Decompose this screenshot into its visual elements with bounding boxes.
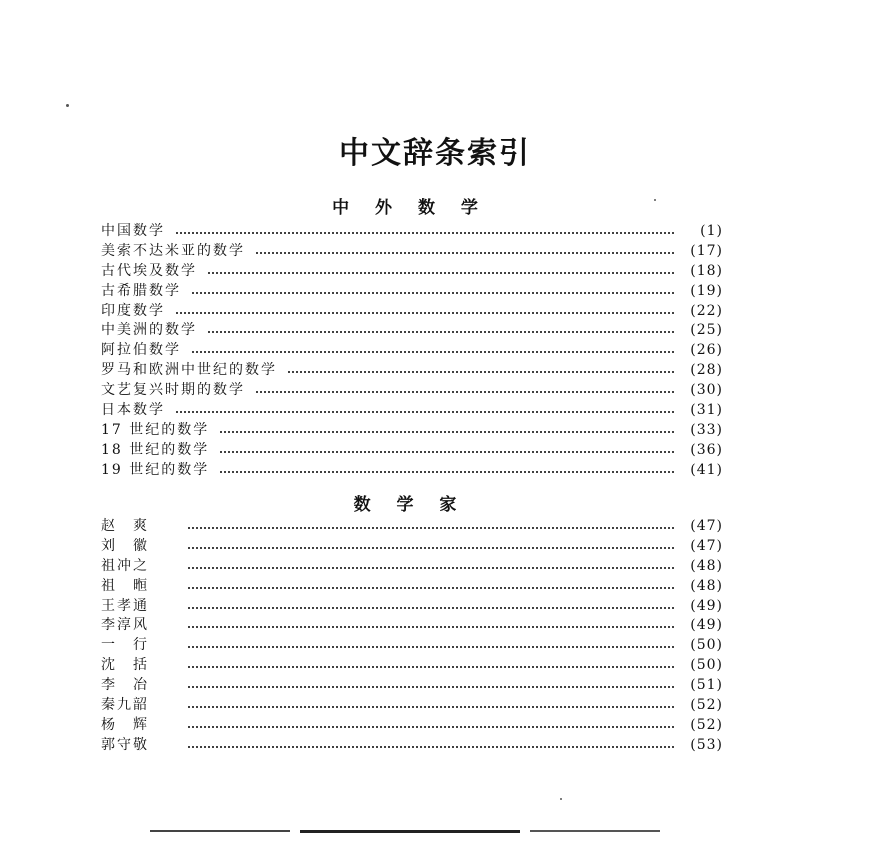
index-entry (101, 381, 723, 401)
index-entry (101, 636, 723, 656)
entry-label: 古希腊数学 (101, 282, 181, 299)
leader-dots (175, 411, 675, 413)
entry-label: 古代埃及数学 (101, 262, 197, 279)
index-entry (101, 616, 723, 636)
entry-page: (22) (690, 302, 723, 319)
scan-edge-mark (530, 830, 660, 832)
entry-page: (52) (690, 716, 723, 733)
entry-label: 中国数学 (101, 223, 165, 239)
entry-page: (28) (690, 362, 723, 379)
scan-speck (66, 104, 69, 107)
entry-page: (50) (690, 637, 723, 654)
entry-label: 印度数学 (101, 302, 165, 319)
index-entry (101, 716, 723, 736)
entry-label: 李淳风 (101, 617, 149, 634)
entry-label: 祖 暅 (101, 577, 149, 594)
leader-dots (255, 252, 675, 254)
entry-page: (48) (690, 577, 723, 594)
entry-label: 17 世纪的数学 (101, 421, 210, 438)
index-entry (101, 461, 723, 481)
index-entry (101, 736, 723, 756)
leader-dots (187, 686, 675, 688)
entry-page: (18) (690, 262, 723, 279)
index-entry (101, 557, 723, 577)
entry-page: (19) (690, 282, 723, 299)
index-entry (101, 302, 723, 322)
entry-page: (33) (690, 421, 723, 438)
entry-label: 刘 徽 (101, 537, 149, 554)
entry-page: (51) (690, 677, 723, 694)
section-heading-world-math: 中 外 数 学 (332, 198, 488, 218)
entry-page: (48) (690, 557, 723, 574)
entry-label: 秦九韶 (101, 697, 149, 714)
entry-label: 中美洲的数学 (101, 322, 197, 339)
entry-label: 一 行 (101, 637, 149, 654)
entry-page: (49) (690, 597, 723, 614)
index-entry (101, 441, 723, 461)
entry-label: 美索不达米亚的数学 (101, 242, 245, 259)
leader-dots (187, 527, 675, 529)
index-entry (101, 597, 723, 617)
index-entry (101, 361, 723, 381)
leader-dots (187, 746, 675, 748)
entry-label: 文艺复兴时期的数学 (101, 382, 245, 399)
index-entry (101, 242, 723, 262)
index-entry (101, 656, 723, 676)
leader-dots (187, 607, 675, 609)
scan-speck (560, 798, 562, 800)
leader-dots (187, 547, 675, 549)
entry-page: (52) (690, 697, 723, 714)
entry-page: (36) (690, 441, 723, 458)
entry-page: (41) (690, 461, 723, 478)
entry-page: (50) (690, 657, 723, 674)
section-heading-mathematicians: 数 学 家 (353, 495, 467, 515)
index-entry (101, 341, 723, 361)
entry-label: 杨 辉 (101, 716, 149, 733)
entry-label: 罗马和欧洲中世纪的数学 (101, 362, 277, 379)
entry-label: 李 冶 (101, 677, 149, 694)
leader-dots (175, 232, 675, 234)
entry-label: 郭守敬 (101, 736, 149, 753)
index-entry (101, 401, 723, 421)
index-entry (101, 262, 723, 282)
leader-dots (207, 272, 675, 274)
entry-label: 祖冲之 (101, 557, 149, 574)
index-entry (101, 696, 723, 716)
index-entry (101, 517, 723, 537)
entry-page: (47) (690, 537, 723, 554)
entry-page: (53) (690, 736, 723, 753)
index-entry (101, 282, 723, 302)
entry-label: 18 世纪的数学 (101, 441, 210, 458)
entry-page: (30) (690, 382, 723, 399)
entry-page: (47) (690, 518, 723, 534)
leader-dots (191, 351, 675, 353)
scan-edge-mark (300, 830, 520, 833)
leader-dots (191, 292, 675, 294)
index-entry (101, 321, 723, 341)
entry-page: (31) (690, 402, 723, 419)
leader-dots (219, 451, 675, 453)
leader-dots (287, 371, 675, 373)
leader-dots (255, 391, 675, 393)
leader-dots (187, 587, 675, 589)
leader-dots (219, 431, 675, 433)
leader-dots (219, 471, 675, 473)
page-title: 中文辞条索引 (339, 136, 531, 171)
entry-label: 日本数学 (101, 402, 165, 419)
entry-label: 王孝通 (101, 597, 149, 614)
index-list-world-math (101, 222, 723, 481)
index-entry (101, 676, 723, 696)
index-entry (101, 421, 723, 441)
leader-dots (187, 646, 675, 648)
leader-dots (187, 706, 675, 708)
leader-dots (207, 331, 675, 333)
entry-page: (17) (690, 242, 723, 259)
index-list-mathematicians (101, 517, 723, 756)
entry-label: 阿拉伯数学 (101, 342, 181, 359)
leader-dots (187, 726, 675, 728)
leader-dots (187, 567, 675, 569)
entry-label: 19 世纪的数学 (101, 461, 210, 478)
index-entry (101, 577, 723, 597)
leader-dots (187, 666, 675, 668)
entry-page: (26) (690, 342, 723, 359)
leader-dots (187, 626, 675, 628)
index-entry (101, 537, 723, 557)
scan-speck (654, 199, 656, 201)
scan-edge-mark (150, 830, 290, 832)
index-entry (101, 222, 723, 242)
entry-label: 赵 爽 (101, 518, 149, 534)
entry-label: 沈 括 (101, 657, 149, 674)
entry-page: (1) (700, 223, 723, 239)
entry-page: (25) (690, 322, 723, 339)
entry-page: (49) (690, 617, 723, 634)
leader-dots (175, 312, 675, 314)
